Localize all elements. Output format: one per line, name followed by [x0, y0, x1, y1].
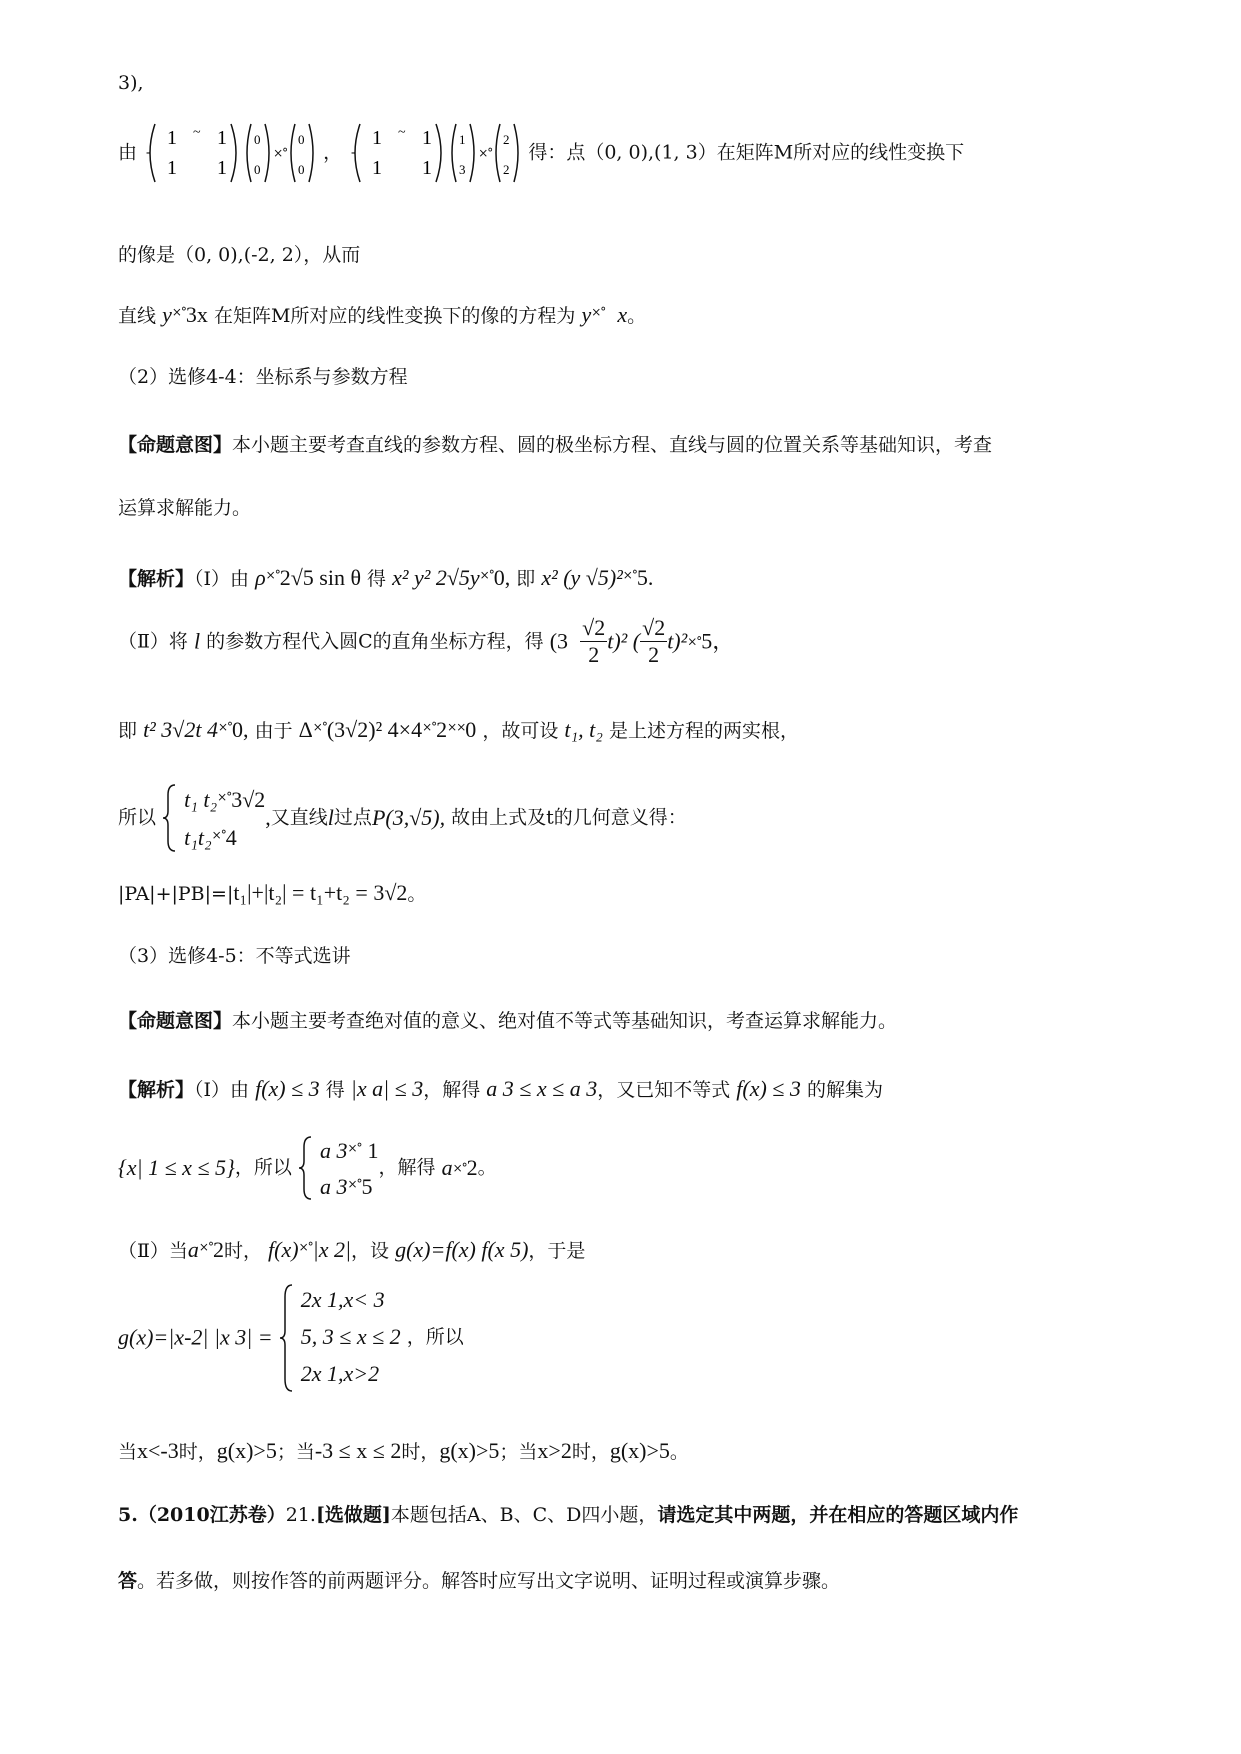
math: x<-3 [137, 1438, 179, 1463]
text: ，解得 [378, 1156, 436, 1179]
text: 所以 [118, 806, 157, 829]
text: 运算求解能力。 [118, 497, 252, 519]
tag: 【解析】 [118, 1079, 195, 1101]
text: 本小题主要考查绝对值的意义、绝对值不等式等基础知识，考查运算求解能力。 [232, 1010, 898, 1032]
svg-text:2: 2 [503, 132, 510, 147]
tag: 【命题意图】 [118, 1010, 233, 1032]
tag: 【命题意图】 [118, 434, 233, 456]
line: （Ⅱ）当a×°2时， f(x)×°|x 2|，设 g(x)=f(x) f(x 5)，于是 [118, 1237, 586, 1262]
text: （3）选修4-5：不等式选讲 [118, 945, 351, 967]
svg-text:3: 3 [459, 162, 466, 177]
math: (3 [549, 628, 569, 654]
garbled-glyph: ×° [478, 145, 493, 160]
svg-text:0: 0 [298, 132, 305, 147]
svg-text:1: 1 [372, 127, 383, 149]
math: x² (y √5)² [541, 565, 623, 590]
math: 2 [212, 1237, 224, 1262]
math: g(x)=|x-2| |x 3| = [118, 1324, 273, 1350]
left-brace [298, 1135, 314, 1201]
text: （Ⅱ）将 [118, 630, 188, 653]
line: 所以 t₁ t₂×°3√2 t₁t₂×°4,又直线l过点P(3,√5), 故由上式及t的几何意义得： [118, 780, 687, 850]
text: 故由上式及t的几何意义得： [451, 806, 687, 829]
fraction: $\frac{√2}{2}$ [642, 615, 666, 668]
line [118, 1570, 840, 1593]
text: 得 [325, 1079, 345, 1101]
math: a [187, 1237, 199, 1262]
text: ，又已知不等式 [597, 1079, 731, 1101]
text: ， [323, 141, 343, 164]
math: y [162, 302, 172, 327]
math: t₁|+|t₂| = t₁+t₂ = 3√2 [233, 880, 408, 905]
math: a 3 ≤ x ≤ a 3 [486, 1076, 598, 1101]
svg-text:0: 0 [254, 132, 261, 147]
line [118, 244, 360, 267]
math: 0 [465, 717, 477, 742]
text: 得：点（0, 0),(1, 3）在矩阵M所对应的线性变换下 [528, 141, 965, 164]
text: |PA|+|PB|=| [118, 883, 234, 905]
svg-text:1: 1 [459, 132, 466, 147]
text: 时， [401, 1441, 440, 1463]
math: ρ [255, 565, 266, 590]
line [118, 1438, 689, 1464]
svg-text:2: 2 [503, 162, 510, 177]
line: {x| 1 ≤ x ≤ 5}，所以 a 3×° 1 a 3×°5，解得 a×°2。 [118, 1132, 497, 1198]
tag: 【解析】 [118, 568, 195, 590]
text: 由于 [254, 720, 293, 742]
system-equations: a 3×° 1 a 3×°5 [319, 1138, 379, 1199]
math: {x| 1 ≤ x ≤ 5} [118, 1154, 235, 1180]
text: 本小题主要考查直线的参数方程、圆的极坐标方程、直线与圆的位置关系等基础知识，考查 [232, 434, 993, 456]
text: 直线 [118, 305, 157, 327]
math: 2 [466, 1154, 478, 1180]
text: 即 [118, 720, 138, 742]
matrix-line [118, 122, 964, 186]
vector-2 [287, 122, 317, 184]
math: P(3,√5), [371, 804, 446, 830]
problem-heading [118, 1504, 1018, 1527]
svg-text:0: 0 [254, 162, 261, 177]
text: 时， [223, 1240, 262, 1262]
text: 在矩阵M所对应的线性变换下的像的方程为 [213, 305, 576, 327]
math: x>2 [537, 1438, 572, 1463]
math: a [441, 1154, 453, 1180]
text: （Ⅱ）当 [118, 1240, 188, 1262]
math: g(x)>5 [609, 1438, 670, 1463]
math: Δ [298, 717, 313, 742]
line: 即 t² 3√2t 4×°0, 由于 Δ×°(3√2)² 4×4×°2××0 ，故可设 t₁, t₂ 是上述方程的两实根， [118, 717, 799, 742]
text: 当 [118, 1441, 138, 1463]
math: 5. [636, 565, 654, 590]
matrix-2 [348, 122, 448, 184]
text: ；当 [499, 1441, 538, 1463]
vector-1 [243, 122, 273, 184]
text: 又直线 [270, 806, 328, 829]
math: g(x)=f(x) f(x 5) [395, 1237, 529, 1262]
line [118, 497, 251, 520]
math: y [581, 302, 592, 327]
system-equations: t₁ t₂×°3√2 t₁t₂×°4 [184, 787, 266, 850]
vector-3 [448, 122, 478, 184]
text: 由 [118, 141, 138, 164]
line: 【解析】（Ⅰ）由 ρ×°2√5 sin θ 得 x² y² 2√5y×°0, 即 x² (y √5)²×°5. [118, 565, 654, 590]
math: (3√2)² 4×4 [326, 717, 423, 742]
text: ，解得 [423, 1079, 481, 1101]
line-continuation [118, 72, 144, 95]
text: ，设 [351, 1240, 390, 1262]
text: 答 [118, 1570, 138, 1592]
text: （Ⅰ）由 [194, 1079, 250, 1101]
math: x [617, 302, 628, 327]
text: 的像是（0, 0),(-2, 2），从而 [118, 244, 361, 266]
svg-text:-: - [351, 145, 356, 160]
mat1-b: 1 [217, 127, 228, 149]
mat1-d: 1 [217, 157, 228, 179]
math: -3 ≤ x ≤ 2 [314, 1438, 402, 1463]
text: ，故可设 [482, 720, 559, 742]
text: 得 [367, 568, 387, 590]
piecewise-line [118, 1282, 464, 1394]
svg-text:-: - [146, 145, 151, 160]
math: |x 2| [312, 1237, 352, 1262]
left-brace [279, 1283, 295, 1393]
text: [选做题] [315, 1504, 391, 1526]
text: 。 [627, 305, 647, 327]
line: （Ⅱ）将 l 的参数方程代入圆C的直角坐标方程，得 (3 $\frac{√2}{2}$ t)² ( $\frac{√2}{2}$ t)²×°5， [118, 615, 735, 668]
text: 过点 [333, 806, 372, 829]
text: 的解集为 [806, 1079, 883, 1101]
math: t₁, t₂ [564, 717, 603, 742]
math: 0, [493, 565, 511, 590]
line [118, 880, 426, 906]
text: （Ⅰ）由 [194, 568, 250, 590]
math: |x a| ≤ 3 [350, 1076, 424, 1101]
text: 的参数方程代入圆C的直角坐标方程，得 [206, 630, 544, 653]
text: ，所以 [406, 1326, 464, 1349]
text: 即 [516, 568, 536, 590]
vector-4 [492, 122, 522, 184]
text: 请选定其中两题，并在相应的答题区域内作 [657, 1504, 1019, 1526]
text: 。 [407, 883, 427, 905]
math: 5， [701, 628, 735, 654]
garbled-glyph: ×° [273, 145, 288, 160]
math: 0, [232, 717, 249, 742]
svg-text:1: 1 [422, 127, 433, 149]
svg-text:~: ~ [398, 125, 406, 140]
line [118, 1010, 897, 1033]
mat1-c: 1 [167, 157, 178, 179]
svg-text:0: 0 [298, 162, 305, 177]
line: 直线 y×°3x 在矩阵M所对应的线性变换下的像的方程为 y×° x。 [118, 302, 647, 327]
text: 21. [285, 1504, 316, 1526]
text: 。 [477, 1156, 497, 1179]
math: f(x) ≤ 3 [736, 1076, 801, 1101]
math: t)² ( [607, 628, 641, 654]
text: 。 [669, 1441, 689, 1463]
math: t² 3√2t 4 [143, 717, 218, 742]
math: 2√5 sin θ [279, 565, 361, 590]
text: 。若多做，则按作答的前两题评分。解答时应写出文字说明、证明过程或演算步骤。 [137, 1570, 841, 1592]
svg-text:1: 1 [372, 157, 383, 179]
line [118, 1076, 883, 1102]
text: 3), [118, 72, 144, 94]
text: （2）选修4-4：坐标系与参数方程 [118, 366, 408, 388]
math: f(x) ≤ 3 [255, 1076, 320, 1101]
text: ，于是 [528, 1240, 586, 1262]
text: 时， [178, 1441, 217, 1463]
math: l [193, 628, 201, 654]
math: f(x) [268, 1237, 299, 1262]
math: 2 [436, 717, 448, 742]
svg-text:1: 1 [422, 157, 433, 179]
text: ；当 [276, 1441, 315, 1463]
math: 3x [185, 302, 208, 327]
line [118, 434, 992, 457]
math: x² y² 2√5y [392, 565, 480, 590]
math: l [327, 804, 334, 830]
math: t)² [667, 628, 688, 654]
fraction: $\frac{√2}{2}$ [582, 615, 606, 668]
math: g(x)>5 [439, 1438, 500, 1463]
matrix-1 [143, 122, 243, 184]
left-brace [162, 783, 178, 853]
math: g(x)>5 [216, 1438, 277, 1463]
section-heading [118, 366, 408, 389]
text: 本题包括A、B、C、D四小题， [390, 1504, 658, 1526]
text: ，所以 [234, 1156, 292, 1179]
section-heading [118, 945, 351, 968]
mat1-a: 1 [167, 127, 178, 149]
text: 5.（2010江苏卷） [118, 1504, 286, 1526]
text: 是上述方程的两实根， [608, 720, 799, 742]
svg-text:~: ~ [193, 125, 201, 140]
piecewise-cases: 2x 1,x< 3 5, 3 ≤ x ≤ 2 2x 1,x>2 [300, 1287, 401, 1386]
text: 时， [571, 1441, 610, 1463]
